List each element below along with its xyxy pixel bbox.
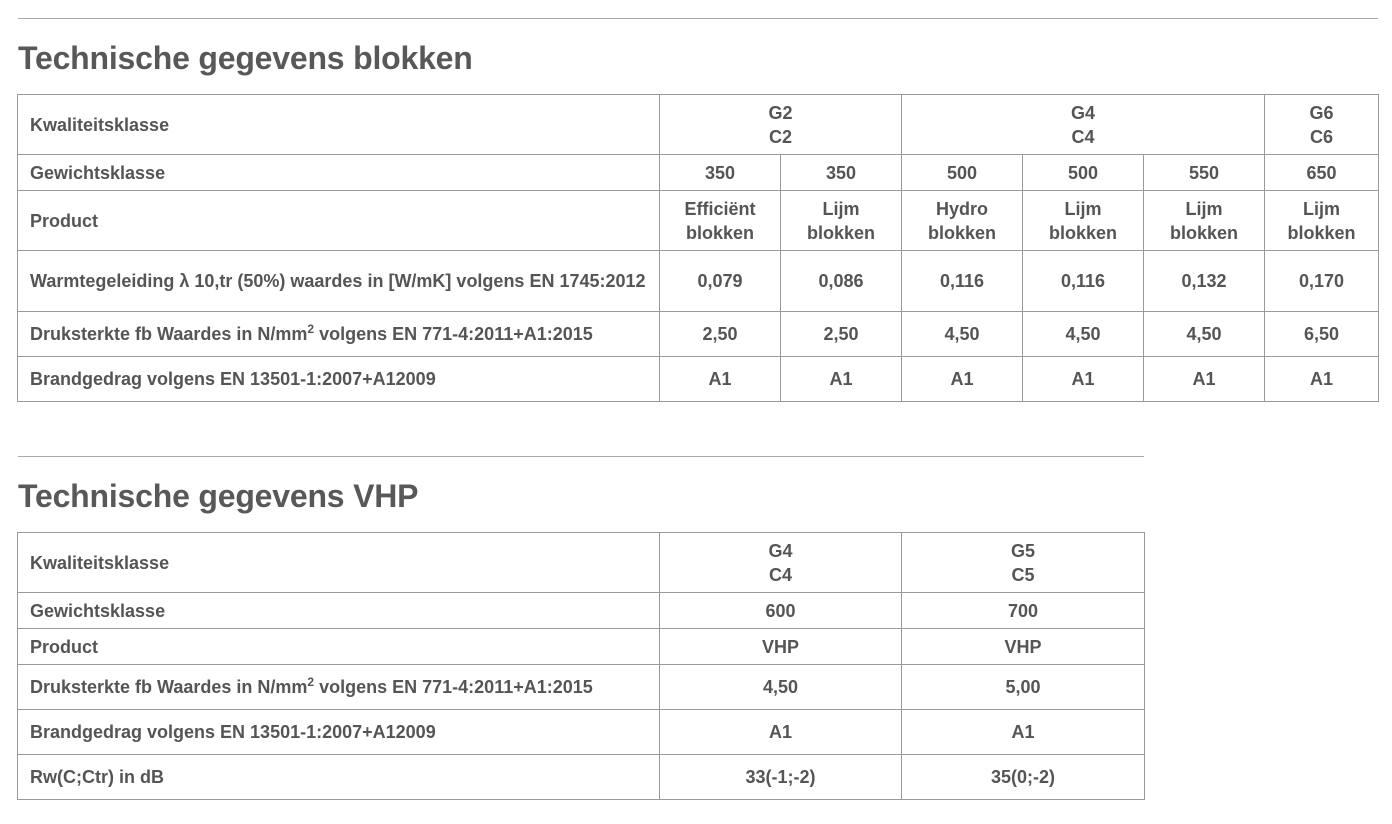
table-cell: 600 (660, 593, 902, 629)
class-cell-g4: G4 C4 (660, 533, 902, 593)
table-row (18, 357, 1379, 402)
table-cell: A1 (902, 710, 1145, 755)
table-cell: 4,50 (902, 312, 1023, 357)
product-cell: Hydro blokken (902, 191, 1023, 251)
table-row (18, 155, 1379, 191)
table-cell: A1 (781, 357, 902, 402)
product-cell: Lijm blokken (781, 191, 902, 251)
product-cell: Lijm blokken (1144, 191, 1265, 251)
table-row (18, 251, 1379, 312)
table-cell: 0,086 (781, 251, 902, 312)
row-label-brandgedrag: Brandgedrag volgens EN 13501-1:2007+A12009 (18, 357, 660, 402)
row-label-kwaliteitsklasse: Kwaliteitsklasse (18, 533, 660, 593)
table-row (18, 312, 1379, 357)
row-label-druksterkte: Druksterkte fb Waardes in $N/mm^2$ volgens EN 771-4:2011+A1:2015 (18, 665, 660, 710)
table-cell: 350 (781, 155, 902, 191)
class-cell-g4: G4 C4 (902, 95, 1265, 155)
row-label-gewichtsklasse: Gewichtsklasse (18, 593, 660, 629)
blokken-spec-table (17, 94, 1379, 402)
section-title-blokken: Technische gegevens blokken (18, 40, 473, 76)
row-label-warmtegeleiding: Warmtegeleiding λ 10,tr (50%) waardes in [W/mK] volgens EN 1745:2012 (18, 251, 660, 312)
table-cell: 2,50 (660, 312, 781, 357)
table-row (18, 665, 1145, 710)
table-cell: 35(0;-2) (902, 755, 1145, 800)
table-cell: A1 (660, 710, 902, 755)
table-row (18, 629, 1145, 665)
table-row (18, 593, 1145, 629)
table-row (18, 755, 1145, 800)
section-divider (18, 456, 1144, 457)
table-cell: 4,50 (1144, 312, 1265, 357)
row-label-kwaliteitsklasse: Kwaliteitsklasse (18, 95, 660, 155)
table-cell: 650 (1265, 155, 1379, 191)
top-divider (18, 18, 1378, 19)
table-cell: A1 (1023, 357, 1144, 402)
table-row (18, 710, 1145, 755)
product-cell: Lijm blokken (1023, 191, 1144, 251)
product-cell: Lijm blokken (1265, 191, 1379, 251)
table-cell: 0,079 (660, 251, 781, 312)
row-label-gewichtsklasse: Gewichtsklasse (18, 155, 660, 191)
class-cell-g5: G5 C5 (902, 533, 1145, 593)
table-cell: 0,116 (902, 251, 1023, 312)
table-cell: 500 (1023, 155, 1144, 191)
table-cell: VHP (902, 629, 1145, 665)
table-cell: 2,50 (781, 312, 902, 357)
table-cell: 0,116 (1023, 251, 1144, 312)
table-cell: 350 (660, 155, 781, 191)
table-cell: 700 (902, 593, 1145, 629)
table-cell: A1 (1144, 357, 1265, 402)
table-cell: A1 (1265, 357, 1379, 402)
table-cell: VHP (660, 629, 902, 665)
row-label-product: Product (18, 191, 660, 251)
table-row (18, 95, 1379, 155)
table-cell: 4,50 (1023, 312, 1144, 357)
table-cell: 6,50 (1265, 312, 1379, 357)
row-label-product: Product (18, 629, 660, 665)
table-row (18, 191, 1379, 251)
row-label-rw: Rw(C;Ctr) in dB (18, 755, 660, 800)
table-cell: 550 (1144, 155, 1265, 191)
table-row (18, 533, 1145, 593)
row-label-druksterkte: Druksterkte fb Waardes in $N/mm^2$ volgens EN 771-4:2011+A1:2015 (18, 312, 660, 357)
class-cell-g6: G6 C6 (1265, 95, 1379, 155)
table-cell: A1 (902, 357, 1023, 402)
table-cell: 500 (902, 155, 1023, 191)
table-cell: 33(-1;-2) (660, 755, 902, 800)
section-title-vhp: Technische gegevens VHP (18, 478, 419, 514)
vhp-spec-table (17, 532, 1145, 800)
table-cell: 4,50 (660, 665, 902, 710)
table-cell: A1 (660, 357, 781, 402)
class-cell-g2: G2 C2 (660, 95, 902, 155)
table-cell: 0,132 (1144, 251, 1265, 312)
product-cell: Efficiënt blokken (660, 191, 781, 251)
table-cell: 5,00 (902, 665, 1145, 710)
row-label-brandgedrag: Brandgedrag volgens EN 13501-1:2007+A12009 (18, 710, 660, 755)
table-cell: 0,170 (1265, 251, 1379, 312)
